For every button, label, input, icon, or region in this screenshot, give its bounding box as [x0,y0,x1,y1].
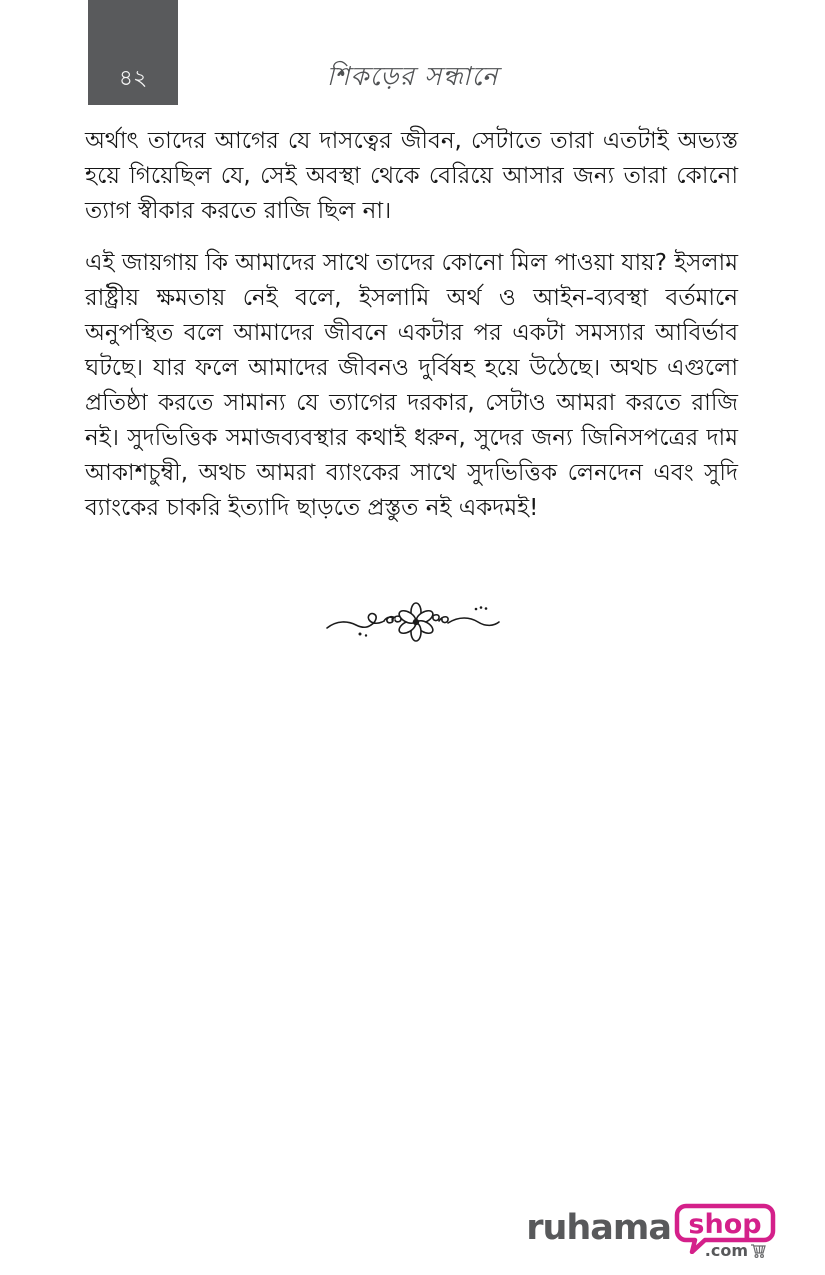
running-header: শিকড়ের সন্ধানে [326,62,499,92]
section-divider [0,598,825,650]
page-number: ৪২ [118,66,148,91]
body-text [85,124,738,526]
logo-brand-text: ruhama [526,1207,671,1248]
publisher-logo [526,1202,778,1259]
logo-domain-text: .com [704,1241,748,1260]
paragraph: অর্থাৎ তাদের আগের যে দাসত্বের জীবন, সেটাতে তারা এতটাই অভ্যস্ত হয়ে গিয়েছিল যে, সেই অবস্থা থেকে বেরিয়ে আসার জন্য তারা কোনো ত্যাগ স্বীকার করতে রাজি ছিল না। [85,128,738,224]
flower-flourish-icon [324,598,502,650]
logo-bubble-text: shop [688,1209,762,1240]
paragraph: এই জায়গায় কি আমাদের সাথে তাদের কোনো মিল পাওয়া যায়? ইসলাম রাষ্ট্রীয় ক্ষমতায় নেই বলে, ইসলামি অর্থ ও আইন-ব্যবস্থা বর্তমানে অনুপস্থিত বলে আমাদের জীবনে একটার পর একটা সমস্যার আবির্ভাব ঘটছে। যার ফলে আমাদের জীবনও দুর্বিষহ হয়ে উঠেছে। অথচ এগুলো প্রতিষ্ঠা করতে সামান্য যে ত্যাগের দরকার, সেটাও আমরা করতে রাজি নই। সুদভিত্তিক সমাজব্যবস্থার কথাই ধরুন, সুদের জন্য জিনিসপত্রের দাম আকাশচুম্বী, অথচ আমরা ব্যাংকের সাথে সুদভিত্তিক লেনদেন এবং সুদি ব্যাংকের চাকরি ইত্যাদি ছাড়তে প্রস্তুত নই একদমই! [85,250,738,521]
shopping-cart-icon [750,1243,767,1259]
